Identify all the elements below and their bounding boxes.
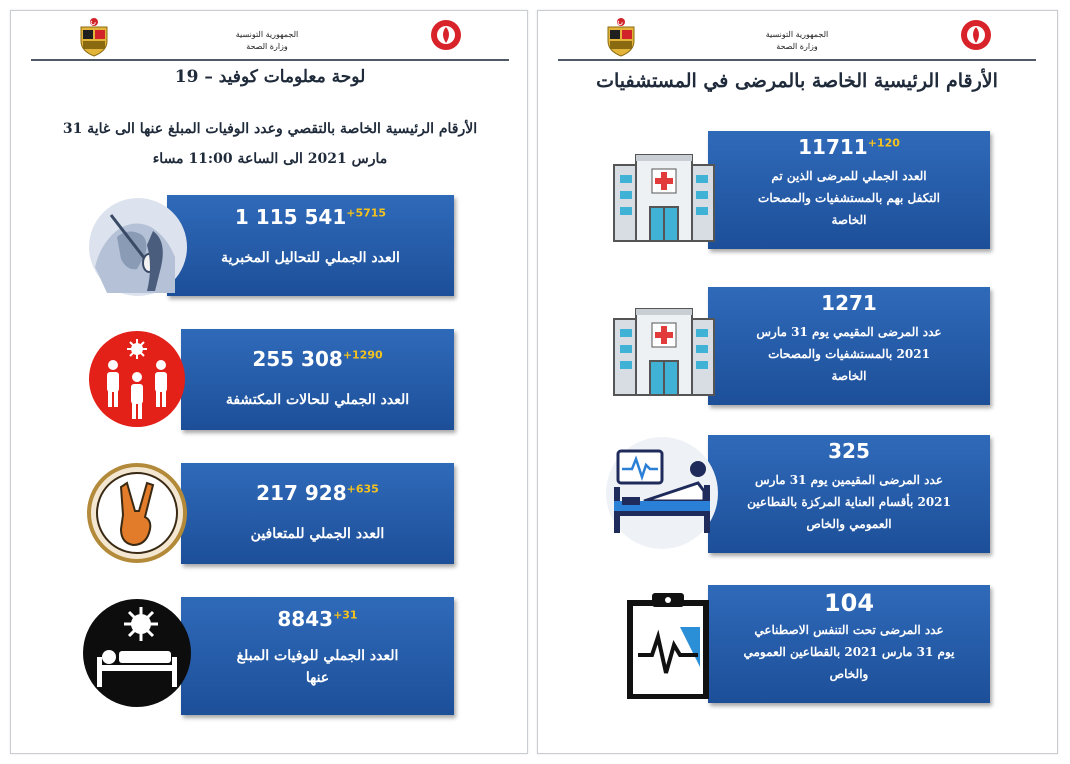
stat-label-line-1: عدد المرضى المقيمين يوم 31 مارس [755,473,943,487]
health-ministry-logo-icon [429,18,463,52]
stat-value: 8843 [277,607,334,631]
stat-value: 104 [823,589,875,617]
ministry-header [11,11,527,67]
covid-dashboard-panel [10,10,528,754]
stat-label: العدد الجملي للتحاليل المخبرية [221,250,400,266]
stat-label-line-3: الخاصة [831,213,867,227]
tunisia-coat-of-arms-icon [77,17,111,57]
people-virus-icon [87,329,187,429]
stat-value-row [181,607,454,631]
ministry-header [538,11,1057,67]
stat-card-cases [181,329,454,430]
stat-value: 1 115 541 [234,205,347,229]
hospital-title: الأرقام الرئيسية الخاصة بالمرضى في المستشفيات [596,70,998,92]
ministry-name [717,29,877,53]
stat-value: 11711 [798,135,868,159]
tunisia-coat-of-arms-icon [604,17,638,57]
header-rule [31,59,509,61]
victory-hand-icon [87,463,187,563]
stat-label-line-3: والخاص [829,667,869,681]
stat-increment: +5715 [346,206,387,220]
stat-label-line-1: العدد الجملي للمرضى الذين تم [771,169,927,183]
republic-label: الجمهورية التونسية [765,30,829,39]
stat-increment: +120 [867,136,900,150]
stat-value-row [167,205,454,229]
stat-card-deaths [181,597,454,715]
stat-card-tests [167,195,454,296]
stat-card-icu [708,435,990,553]
stat-value-row [708,135,990,159]
stat-label: العدد الجملي للحالات المكتشفة [225,392,410,408]
dashboard-subtitle [31,114,509,174]
ministry-label: وزارة الصحة [776,42,818,51]
stat-value: 255 308 [252,347,343,371]
stat-card-recovered [181,463,454,564]
stat-label-line-1: عدد المرضى تحت التنفس الاصطناعي [754,623,944,637]
stat-value: 325 [828,439,870,463]
hospital-icon [612,151,716,243]
republic-label: الجمهورية التونسية [235,30,299,39]
hospital-patients-panel [537,10,1058,754]
stat-increment: +1290 [342,348,383,362]
stat-label-line-2: 2021 بالمستشفيات والمصحات [768,347,930,361]
stat-increment: +635 [346,482,379,496]
subtitle-line-1: الأرقام الرئيسية الخاصة بالتقصي وعدد الوفيات المبلغ عنها الى غاية 31 [62,121,478,137]
stat-label-line-1: عدد المرضى المقيمي يوم 31 مارس [756,325,942,339]
bed-virus-icon [81,593,193,713]
stat-card-ventilated [708,585,990,703]
stat-label-continued: عنها [305,670,330,686]
stat-value: 1271 [821,291,877,315]
stat-label-line-2: يوم 31 مارس 2021 بالقطاعين العمومي [743,645,955,659]
stat-label-line-3: الخاصة [831,369,867,383]
stat-label-line-3: العمومي والخاص [806,517,892,531]
health-ministry-logo-icon [959,18,993,52]
icu-bed-icon [604,435,720,551]
stat-label: العدد الجملي للوفيات المبلغ [236,648,399,664]
stat-value: 217 928 [256,481,347,505]
stat-increment: +31 [333,608,358,622]
stat-value-row [181,347,454,371]
dashboard-title: لوحة معلومات كوفيد – 19 [174,67,366,87]
stat-card-hospitalized-total [708,131,990,249]
ministry-name [187,29,347,53]
stat-card-inpatients [708,287,990,405]
stat-label-line-2: التكفل بهم بالمستشفيات والمصحات [758,191,940,205]
stat-value-row [181,481,454,505]
stat-label-line-2: 2021 بأقسام العناية المركزة بالقطاعين [747,495,951,509]
hospital-icon [612,305,716,397]
subtitle-line-2: مارس 2021 الى الساعة 11:00 مساء [152,151,388,167]
stat-label: العدد الجملي للمتعافين [250,526,385,542]
clipboard-ecg-icon [626,591,710,699]
header-rule [558,59,1036,61]
test-swab-icon [87,197,189,297]
ministry-label: وزارة الصحة [246,42,288,51]
